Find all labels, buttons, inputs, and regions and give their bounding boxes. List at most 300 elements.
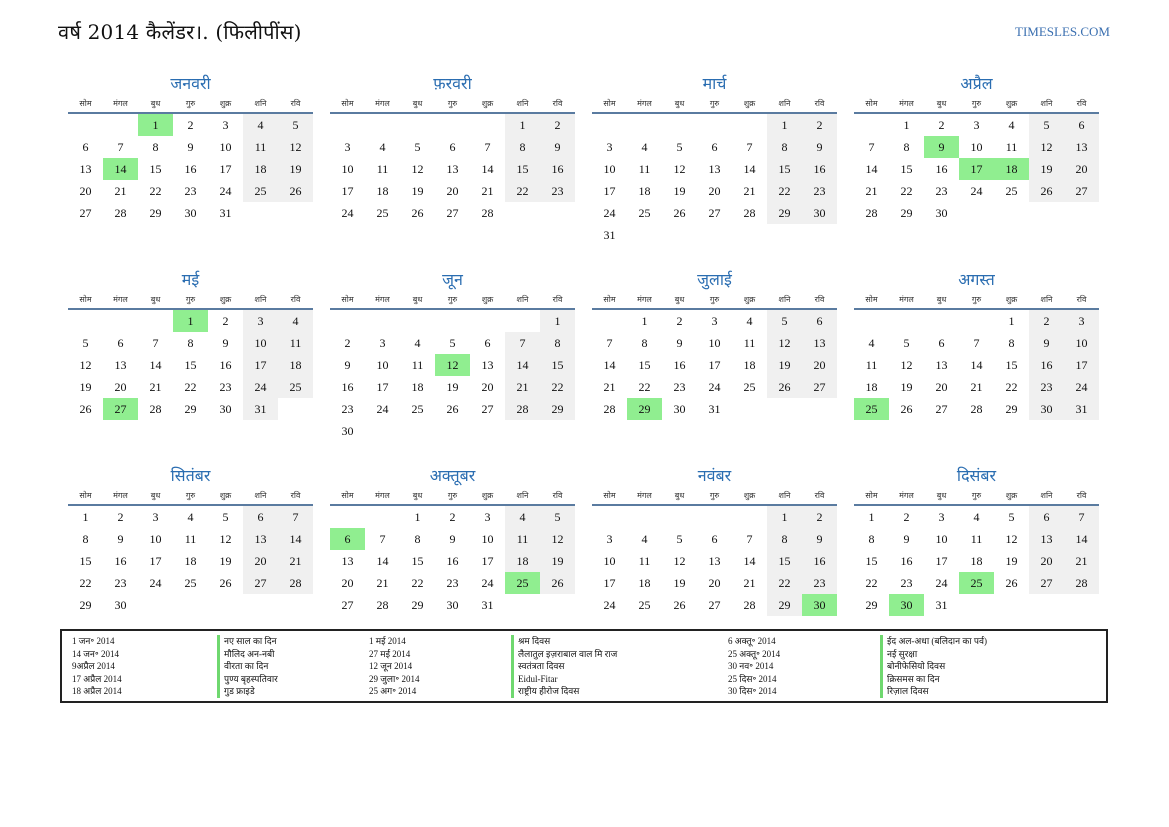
holiday-date-cell[interactable]: 25 — [505, 572, 540, 594]
date-cell[interactable]: 9 — [540, 136, 575, 158]
date-cell[interactable]: 8 — [414, 532, 421, 546]
date-cell[interactable]: 14 — [1064, 528, 1099, 550]
date-cell[interactable]: 21 — [603, 380, 616, 394]
date-cell[interactable]: 28 — [743, 206, 756, 220]
date-cell[interactable]: 3 — [379, 336, 386, 350]
date-cell[interactable]: 7 — [1064, 506, 1099, 528]
date-cell[interactable]: 21 — [114, 184, 127, 198]
date-cell[interactable]: 23 — [114, 576, 127, 590]
date-cell[interactable]: 20 — [1064, 158, 1099, 180]
date-cell[interactable]: 27 — [446, 206, 459, 220]
date-cell[interactable]: 21 — [743, 576, 756, 590]
date-cell[interactable]: 11 — [243, 136, 278, 158]
date-cell[interactable]: 31 — [603, 228, 616, 242]
date-cell[interactable]: 15 — [900, 162, 913, 176]
date-cell[interactable]: 15 — [1005, 358, 1018, 372]
holiday-date-cell[interactable]: 1 — [173, 310, 208, 332]
date-cell[interactable]: 20 — [243, 550, 278, 572]
date-cell[interactable]: 23 — [219, 380, 232, 394]
date-cell[interactable]: 2 — [802, 506, 837, 528]
date-cell[interactable]: 24 — [935, 576, 948, 590]
date-cell[interactable]: 29 — [79, 598, 92, 612]
date-cell[interactable]: 21 — [278, 550, 313, 572]
date-cell[interactable]: 8 — [767, 136, 802, 158]
date-cell[interactable]: 20 — [79, 184, 92, 198]
date-cell[interactable]: 30 — [1029, 398, 1064, 420]
date-cell[interactable]: 19 — [540, 550, 575, 572]
date-cell[interactable]: 9 — [802, 136, 837, 158]
date-cell[interactable]: 3 — [606, 140, 613, 154]
date-cell[interactable]: 30 — [219, 402, 232, 416]
date-cell[interactable]: 25 — [1005, 184, 1018, 198]
date-cell[interactable]: 1 — [540, 310, 575, 332]
date-cell[interactable]: 6 — [802, 310, 837, 332]
date-cell[interactable]: 1 — [1008, 314, 1015, 328]
date-cell[interactable]: 16 — [802, 158, 837, 180]
date-cell[interactable]: 5 — [1029, 114, 1064, 136]
date-cell[interactable]: 22 — [184, 380, 197, 394]
date-cell[interactable]: 22 — [767, 572, 802, 594]
date-cell[interactable]: 23 — [802, 572, 837, 594]
holiday-date-cell[interactable]: 14 — [103, 158, 138, 180]
date-cell[interactable]: 12 — [79, 358, 92, 372]
date-cell[interactable]: 25 — [411, 402, 424, 416]
date-cell[interactable]: 16 — [1029, 354, 1064, 376]
date-cell[interactable]: 18 — [184, 554, 197, 568]
date-cell[interactable]: 19 — [411, 184, 424, 198]
date-cell[interactable]: 21 — [505, 376, 540, 398]
date-cell[interactable]: 24 — [341, 206, 354, 220]
date-cell[interactable]: 7 — [278, 506, 313, 528]
date-cell[interactable]: 12 — [900, 358, 913, 372]
date-cell[interactable]: 1 — [868, 510, 875, 524]
holiday-date-cell[interactable]: 29 — [627, 398, 662, 420]
date-cell[interactable]: 20 — [708, 184, 721, 198]
date-cell[interactable]: 31 — [708, 402, 721, 416]
date-cell[interactable]: 24 — [1064, 376, 1099, 398]
date-cell[interactable]: 14 — [970, 358, 983, 372]
holiday-date-cell[interactable]: 25 — [959, 572, 994, 594]
date-cell[interactable]: 3 — [484, 510, 491, 524]
date-cell[interactable]: 28 — [603, 402, 616, 416]
date-cell[interactable]: 4 — [868, 336, 875, 350]
date-cell[interactable]: 24 — [708, 380, 721, 394]
date-cell[interactable]: 17 — [219, 162, 232, 176]
date-cell[interactable]: 25 — [743, 380, 756, 394]
date-cell[interactable]: 19 — [1029, 158, 1064, 180]
date-cell[interactable]: 31 — [219, 206, 232, 220]
date-cell[interactable]: 17 — [603, 184, 616, 198]
date-cell[interactable]: 26 — [446, 402, 459, 416]
date-cell[interactable]: 18 — [376, 184, 389, 198]
date-cell[interactable]: 9 — [802, 528, 837, 550]
date-cell[interactable]: 26 — [1005, 576, 1018, 590]
date-cell[interactable]: 4 — [243, 114, 278, 136]
date-cell[interactable]: 22 — [1005, 380, 1018, 394]
date-cell[interactable]: 22 — [767, 180, 802, 202]
date-cell[interactable]: 27 — [1029, 572, 1064, 594]
date-cell[interactable]: 26 — [411, 206, 424, 220]
date-cell[interactable]: 16 — [446, 554, 459, 568]
date-cell[interactable]: 4 — [746, 314, 753, 328]
date-cell[interactable]: 8 — [903, 140, 910, 154]
date-cell[interactable]: 5 — [676, 140, 683, 154]
date-cell[interactable]: 22 — [865, 576, 878, 590]
date-cell[interactable]: 23 — [446, 576, 459, 590]
date-cell[interactable]: 4 — [1008, 118, 1015, 132]
date-cell[interactable]: 23 — [935, 184, 948, 198]
date-cell[interactable]: 29 — [1005, 402, 1018, 416]
date-cell[interactable]: 16 — [219, 358, 232, 372]
date-cell[interactable]: 16 — [540, 158, 575, 180]
date-cell[interactable]: 8 — [641, 336, 648, 350]
holiday-date-cell[interactable]: 1 — [138, 114, 173, 136]
date-cell[interactable]: 25 — [184, 576, 197, 590]
date-cell[interactable]: 3 — [222, 118, 229, 132]
date-cell[interactable]: 8 — [187, 336, 194, 350]
date-cell[interactable]: 30 — [802, 202, 837, 224]
date-cell[interactable]: 27 — [708, 206, 721, 220]
date-cell[interactable]: 18 — [743, 358, 756, 372]
date-cell[interactable]: 10 — [970, 140, 983, 154]
date-cell[interactable]: 12 — [540, 528, 575, 550]
date-cell[interactable]: 1 — [903, 118, 910, 132]
date-cell[interactable]: 27 — [341, 598, 354, 612]
date-cell[interactable]: 17 — [341, 184, 354, 198]
date-cell[interactable]: 11 — [505, 528, 540, 550]
date-cell[interactable]: 20 — [114, 380, 127, 394]
date-cell[interactable]: 15 — [505, 158, 540, 180]
date-cell[interactable]: 13 — [935, 358, 948, 372]
date-cell[interactable]: 9 — [117, 532, 124, 546]
date-cell[interactable]: 16 — [114, 554, 127, 568]
date-cell[interactable]: 26 — [767, 376, 802, 398]
date-cell[interactable]: 1 — [414, 510, 421, 524]
date-cell[interactable]: 18 — [505, 550, 540, 572]
date-cell[interactable]: 10 — [708, 336, 721, 350]
date-cell[interactable]: 12 — [278, 136, 313, 158]
date-cell[interactable]: 11 — [278, 332, 313, 354]
date-cell[interactable]: 10 — [935, 532, 948, 546]
date-cell[interactable]: 5 — [449, 336, 456, 350]
date-cell[interactable]: 1 — [82, 510, 89, 524]
date-cell[interactable]: 28 — [505, 398, 540, 420]
date-cell[interactable]: 5 — [903, 336, 910, 350]
date-cell[interactable]: 2 — [903, 510, 910, 524]
date-cell[interactable]: 11 — [970, 532, 983, 546]
holiday-date-cell[interactable]: 30 — [889, 594, 924, 616]
date-cell[interactable]: 2 — [344, 336, 351, 350]
date-cell[interactable]: 13 — [1064, 136, 1099, 158]
date-cell[interactable]: 11 — [638, 554, 651, 568]
date-cell[interactable]: 17 — [708, 358, 721, 372]
date-cell[interactable]: 21 — [865, 184, 878, 198]
date-cell[interactable]: 10 — [603, 162, 616, 176]
date-cell[interactable]: 10 — [243, 332, 278, 354]
date-cell[interactable]: 25 — [376, 206, 389, 220]
date-cell[interactable]: 9 — [1029, 332, 1064, 354]
date-cell[interactable]: 24 — [603, 598, 616, 612]
site-link[interactable]: TIMESLES.COM — [1015, 24, 1110, 39]
date-cell[interactable]: 18 — [243, 158, 278, 180]
date-cell[interactable]: 19 — [79, 380, 92, 394]
date-cell[interactable]: 24 — [970, 184, 983, 198]
date-cell[interactable]: 7 — [484, 140, 491, 154]
date-cell[interactable]: 25 — [638, 598, 651, 612]
date-cell[interactable]: 13 — [243, 528, 278, 550]
date-cell[interactable]: 28 — [970, 402, 983, 416]
date-cell[interactable]: 17 — [243, 354, 278, 376]
date-cell[interactable]: 26 — [278, 180, 313, 202]
date-cell[interactable]: 28 — [743, 598, 756, 612]
date-cell[interactable]: 10 — [603, 554, 616, 568]
date-cell[interactable]: 8 — [767, 528, 802, 550]
date-cell[interactable]: 10 — [341, 162, 354, 176]
date-cell[interactable]: 17 — [603, 576, 616, 590]
date-cell[interactable]: 29 — [865, 598, 878, 612]
date-cell[interactable]: 15 — [79, 554, 92, 568]
date-cell[interactable]: 4 — [187, 510, 194, 524]
date-cell[interactable]: 1 — [767, 506, 802, 528]
date-cell[interactable]: 5 — [767, 310, 802, 332]
date-cell[interactable]: 19 — [900, 380, 913, 394]
date-cell[interactable]: 3 — [243, 310, 278, 332]
date-cell[interactable]: 9 — [222, 336, 229, 350]
date-cell[interactable]: 7 — [746, 532, 753, 546]
date-cell[interactable]: 27 — [708, 598, 721, 612]
date-cell[interactable]: 15 — [767, 550, 802, 572]
date-cell[interactable]: 6 — [484, 336, 491, 350]
date-cell[interactable]: 3 — [973, 118, 980, 132]
date-cell[interactable]: 2 — [117, 510, 124, 524]
date-cell[interactable]: 7 — [868, 140, 875, 154]
date-cell[interactable]: 16 — [341, 380, 354, 394]
date-cell[interactable]: 5 — [1008, 510, 1015, 524]
date-cell[interactable]: 21 — [1064, 550, 1099, 572]
date-cell[interactable]: 3 — [711, 314, 718, 328]
date-cell[interactable]: 4 — [278, 310, 313, 332]
date-cell[interactable]: 7 — [379, 532, 386, 546]
date-cell[interactable]: 22 — [149, 184, 162, 198]
date-cell[interactable]: 11 — [865, 358, 878, 372]
date-cell[interactable]: 16 — [935, 162, 948, 176]
date-cell[interactable]: 13 — [802, 332, 837, 354]
date-cell[interactable]: 12 — [767, 332, 802, 354]
date-cell[interactable]: 2 — [187, 118, 194, 132]
date-cell[interactable]: 4 — [973, 510, 980, 524]
date-cell[interactable]: 7 — [973, 336, 980, 350]
date-cell[interactable]: 13 — [708, 162, 721, 176]
date-cell[interactable]: 22 — [505, 180, 540, 202]
date-cell[interactable]: 4 — [641, 140, 648, 154]
date-cell[interactable]: 2 — [676, 314, 683, 328]
holiday-date-cell[interactable]: 17 — [959, 158, 994, 180]
date-cell[interactable]: 30 — [114, 598, 127, 612]
date-cell[interactable]: 13 — [481, 358, 494, 372]
date-cell[interactable]: 20 — [802, 354, 837, 376]
date-cell[interactable]: 11 — [743, 336, 756, 350]
date-cell[interactable]: 11 — [184, 532, 197, 546]
date-cell[interactable]: 20 — [446, 184, 459, 198]
date-cell[interactable]: 14 — [505, 354, 540, 376]
date-cell[interactable]: 26 — [219, 576, 232, 590]
date-cell[interactable]: 22 — [411, 576, 424, 590]
date-cell[interactable]: 25 — [278, 376, 313, 398]
date-cell[interactable]: 30 — [341, 424, 354, 438]
date-cell[interactable]: 6 — [449, 140, 456, 154]
date-cell[interactable]: 12 — [1005, 532, 1018, 546]
date-cell[interactable]: 11 — [1005, 140, 1018, 154]
date-cell[interactable]: 28 — [865, 206, 878, 220]
date-cell[interactable]: 23 — [540, 180, 575, 202]
date-cell[interactable]: 29 — [184, 402, 197, 416]
date-cell[interactable]: 18 — [970, 554, 983, 568]
date-cell[interactable]: 27 — [935, 402, 948, 416]
date-cell[interactable]: 8 — [868, 532, 875, 546]
date-cell[interactable]: 13 — [341, 554, 354, 568]
date-cell[interactable]: 8 — [82, 532, 89, 546]
date-cell[interactable]: 23 — [673, 380, 686, 394]
date-cell[interactable]: 29 — [900, 206, 913, 220]
date-cell[interactable]: 24 — [243, 376, 278, 398]
date-cell[interactable]: 1 — [767, 114, 802, 136]
holiday-date-cell[interactable]: 9 — [924, 136, 959, 158]
date-cell[interactable]: 25 — [243, 180, 278, 202]
date-cell[interactable]: 31 — [481, 598, 494, 612]
date-cell[interactable]: 21 — [970, 380, 983, 394]
date-cell[interactable]: 21 — [481, 184, 494, 198]
date-cell[interactable]: 19 — [446, 380, 459, 394]
date-cell[interactable]: 28 — [481, 206, 494, 220]
date-cell[interactable]: 4 — [505, 506, 540, 528]
date-cell[interactable]: 19 — [673, 184, 686, 198]
date-cell[interactable]: 17 — [376, 380, 389, 394]
date-cell[interactable]: 10 — [481, 532, 494, 546]
date-cell[interactable]: 23 — [341, 402, 354, 416]
date-cell[interactable]: 24 — [481, 576, 494, 590]
date-cell[interactable]: 12 — [1029, 136, 1064, 158]
date-cell[interactable]: 3 — [152, 510, 159, 524]
date-cell[interactable]: 27 — [481, 402, 494, 416]
date-cell[interactable]: 14 — [376, 554, 389, 568]
date-cell[interactable]: 14 — [743, 554, 756, 568]
date-cell[interactable]: 2 — [802, 114, 837, 136]
date-cell[interactable]: 7 — [505, 332, 540, 354]
date-cell[interactable]: 8 — [1008, 336, 1015, 350]
date-cell[interactable]: 3 — [606, 532, 613, 546]
date-cell[interactable]: 27 — [802, 376, 837, 398]
date-cell[interactable]: 23 — [184, 184, 197, 198]
date-cell[interactable]: 10 — [1064, 332, 1099, 354]
date-cell[interactable]: 9 — [903, 532, 910, 546]
date-cell[interactable]: 17 — [935, 554, 948, 568]
date-cell[interactable]: 6 — [711, 140, 718, 154]
holiday-date-cell[interactable]: 12 — [435, 354, 470, 376]
date-cell[interactable]: 24 — [603, 206, 616, 220]
date-cell[interactable]: 30 — [673, 402, 686, 416]
date-cell[interactable]: 2 — [938, 118, 945, 132]
date-cell[interactable]: 13 — [708, 554, 721, 568]
date-cell[interactable]: 5 — [414, 140, 421, 154]
date-cell[interactable]: 17 — [149, 554, 162, 568]
date-cell[interactable]: 19 — [767, 354, 802, 376]
date-cell[interactable]: 30 — [446, 598, 459, 612]
date-cell[interactable]: 9 — [676, 336, 683, 350]
date-cell[interactable]: 10 — [219, 140, 232, 154]
date-cell[interactable]: 14 — [481, 162, 494, 176]
date-cell[interactable]: 5 — [540, 506, 575, 528]
date-cell[interactable]: 19 — [673, 576, 686, 590]
date-cell[interactable]: 5 — [82, 336, 89, 350]
date-cell[interactable]: 11 — [376, 162, 389, 176]
date-cell[interactable]: 15 — [767, 158, 802, 180]
date-cell[interactable]: 2 — [449, 510, 456, 524]
date-cell[interactable]: 6 — [1064, 114, 1099, 136]
date-cell[interactable]: 22 — [540, 376, 575, 398]
date-cell[interactable]: 26 — [673, 206, 686, 220]
date-cell[interactable]: 31 — [935, 598, 948, 612]
date-cell[interactable]: 24 — [219, 184, 232, 198]
date-cell[interactable]: 16 — [802, 550, 837, 572]
date-cell[interactable]: 20 — [708, 576, 721, 590]
date-cell[interactable]: 15 — [411, 554, 424, 568]
date-cell[interactable]: 26 — [1029, 180, 1064, 202]
date-cell[interactable]: 9 — [187, 140, 194, 154]
date-cell[interactable]: 16 — [673, 358, 686, 372]
date-cell[interactable]: 28 — [1064, 572, 1099, 594]
date-cell[interactable]: 27 — [79, 206, 92, 220]
date-cell[interactable]: 15 — [865, 554, 878, 568]
date-cell[interactable]: 13 — [446, 162, 459, 176]
date-cell[interactable]: 20 — [1029, 550, 1064, 572]
date-cell[interactable]: 18 — [278, 354, 313, 376]
date-cell[interactable]: 22 — [79, 576, 92, 590]
date-cell[interactable]: 30 — [935, 206, 948, 220]
date-cell[interactable]: 31 — [243, 398, 278, 420]
date-cell[interactable]: 7 — [606, 336, 613, 350]
date-cell[interactable]: 19 — [278, 158, 313, 180]
date-cell[interactable]: 1 — [505, 114, 540, 136]
date-cell[interactable]: 18 — [638, 184, 651, 198]
date-cell[interactable]: 23 — [802, 180, 837, 202]
date-cell[interactable]: 2 — [222, 314, 229, 328]
date-cell[interactable]: 11 — [638, 162, 651, 176]
date-cell[interactable]: 11 — [411, 358, 424, 372]
date-cell[interactable]: 26 — [673, 598, 686, 612]
date-cell[interactable]: 14 — [149, 358, 162, 372]
date-cell[interactable]: 14 — [743, 162, 756, 176]
date-cell[interactable]: 7 — [746, 140, 753, 154]
date-cell[interactable]: 12 — [673, 554, 686, 568]
date-cell[interactable]: 7 — [152, 336, 159, 350]
date-cell[interactable]: 18 — [411, 380, 424, 394]
date-cell[interactable]: 2 — [540, 114, 575, 136]
date-cell[interactable]: 29 — [411, 598, 424, 612]
date-cell[interactable]: 25 — [638, 206, 651, 220]
date-cell[interactable]: 5 — [222, 510, 229, 524]
date-cell[interactable]: 4 — [641, 532, 648, 546]
date-cell[interactable]: 12 — [219, 532, 232, 546]
date-cell[interactable]: 3 — [1064, 310, 1099, 332]
date-cell[interactable]: 15 — [149, 162, 162, 176]
date-cell[interactable]: 15 — [184, 358, 197, 372]
date-cell[interactable]: 6 — [938, 336, 945, 350]
holiday-date-cell[interactable]: 6 — [330, 528, 365, 550]
date-cell[interactable]: 29 — [540, 398, 575, 420]
date-cell[interactable]: 20 — [935, 380, 948, 394]
date-cell[interactable]: 20 — [341, 576, 354, 590]
holiday-date-cell[interactable]: 25 — [854, 398, 889, 420]
